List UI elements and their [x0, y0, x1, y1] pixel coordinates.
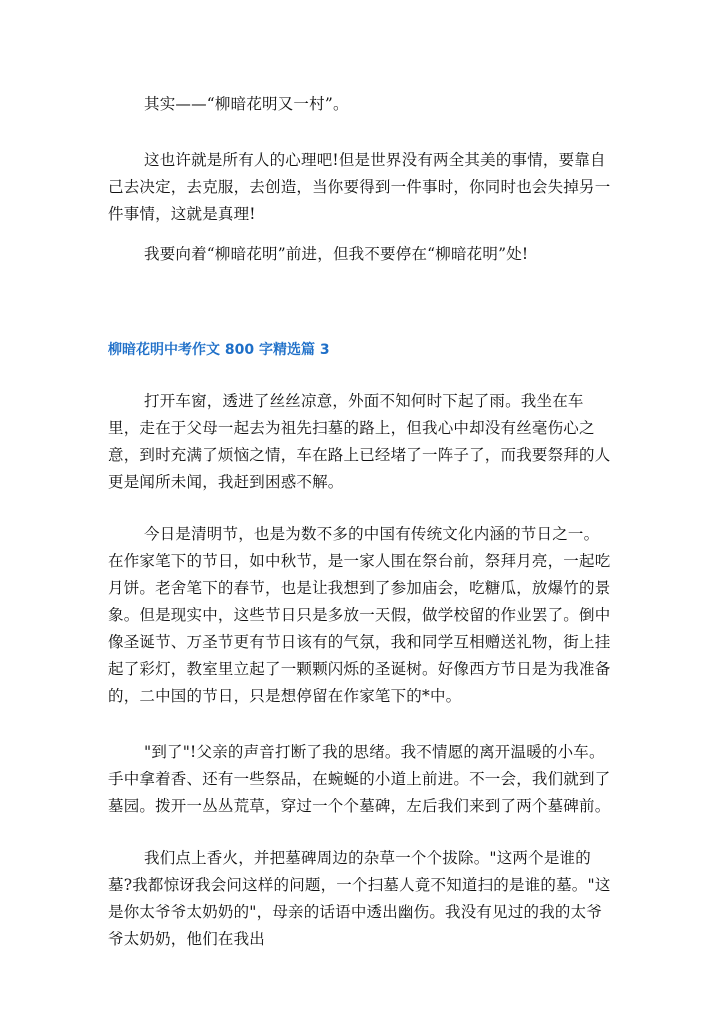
paragraph-1: 其实——“柳暗花明又一村”。: [144, 95, 349, 113]
paragraph-5: 今日是清明节，也是为数不多的中国有传统文化内涵的节日之一。在作家笔下的节日，如中秋节，是一家人围在祭台前，祭拜月亮，一起吃月饼。老舍笔下的春节，也是让我想到了参加庙会，吃糖瓜，放爆竹的景象。但是现实中，这些节日只是多放一天假，做学校留的作业罢了。倒中像圣诞节、万圣节更有节日该有的气氛，我和同学互相赠送礼物，街上挂起了彩灯，教室里立起了一颗颗闪烁的圣诞树。好像西方节日是为我准备的，二中国的节日，只是想停留在作家笔下的*中。: [108, 525, 611, 705]
paragraph-2: 这也许就是所有人的心理吧!但是世界没有两全其美的事情，要靠自己去决定，去克服，去创造，当你要得到一件事时，你同时也会失掉另一件事情，这就是真理!: [108, 151, 611, 223]
section-heading: 柳暗花明中考作文 800 字精选篇 3: [108, 342, 330, 358]
paragraph-6: "到了"!父亲的声音打断了我的思绪。我不情愿的离开温暖的小车。手中拿着香、还有一些祭品，在蜿蜒的小道上前进。不一会，我们就到了墓园。拨开一丛丛荒草，穿过一个个墓碑，左后我们来到了两个墓碑前。: [108, 743, 611, 815]
paragraph-7: 我们点上香火，并把墓碑周边的杂草一个个拔除。"这两个是谁的墓?我都惊讶我会问这样的问题，一个扫墓人竟不知道扫的是谁的墓。"这是你太爷爷太奶奶的"，母亲的话语中透出幽伤。我没有见过的我的太爷爷太奶奶，他们在我出: [108, 849, 611, 948]
paragraph-3: 我要向着“柳暗花明”前进，但我不要停在“柳暗花明”处!: [144, 245, 529, 263]
paragraph-4: 打开车窗，透进了丝丝凉意，外面不知何时下起了雨。我坐在车里，走在于父母一起去为祖先扫墓的路上，但我心中却没有丝毫伤心之意，到时充满了烦恼之情，车在路上已经堵了一阵子了，而我要祭拜的人更是闻所未闻，我赶到困惑不解。: [108, 392, 611, 491]
